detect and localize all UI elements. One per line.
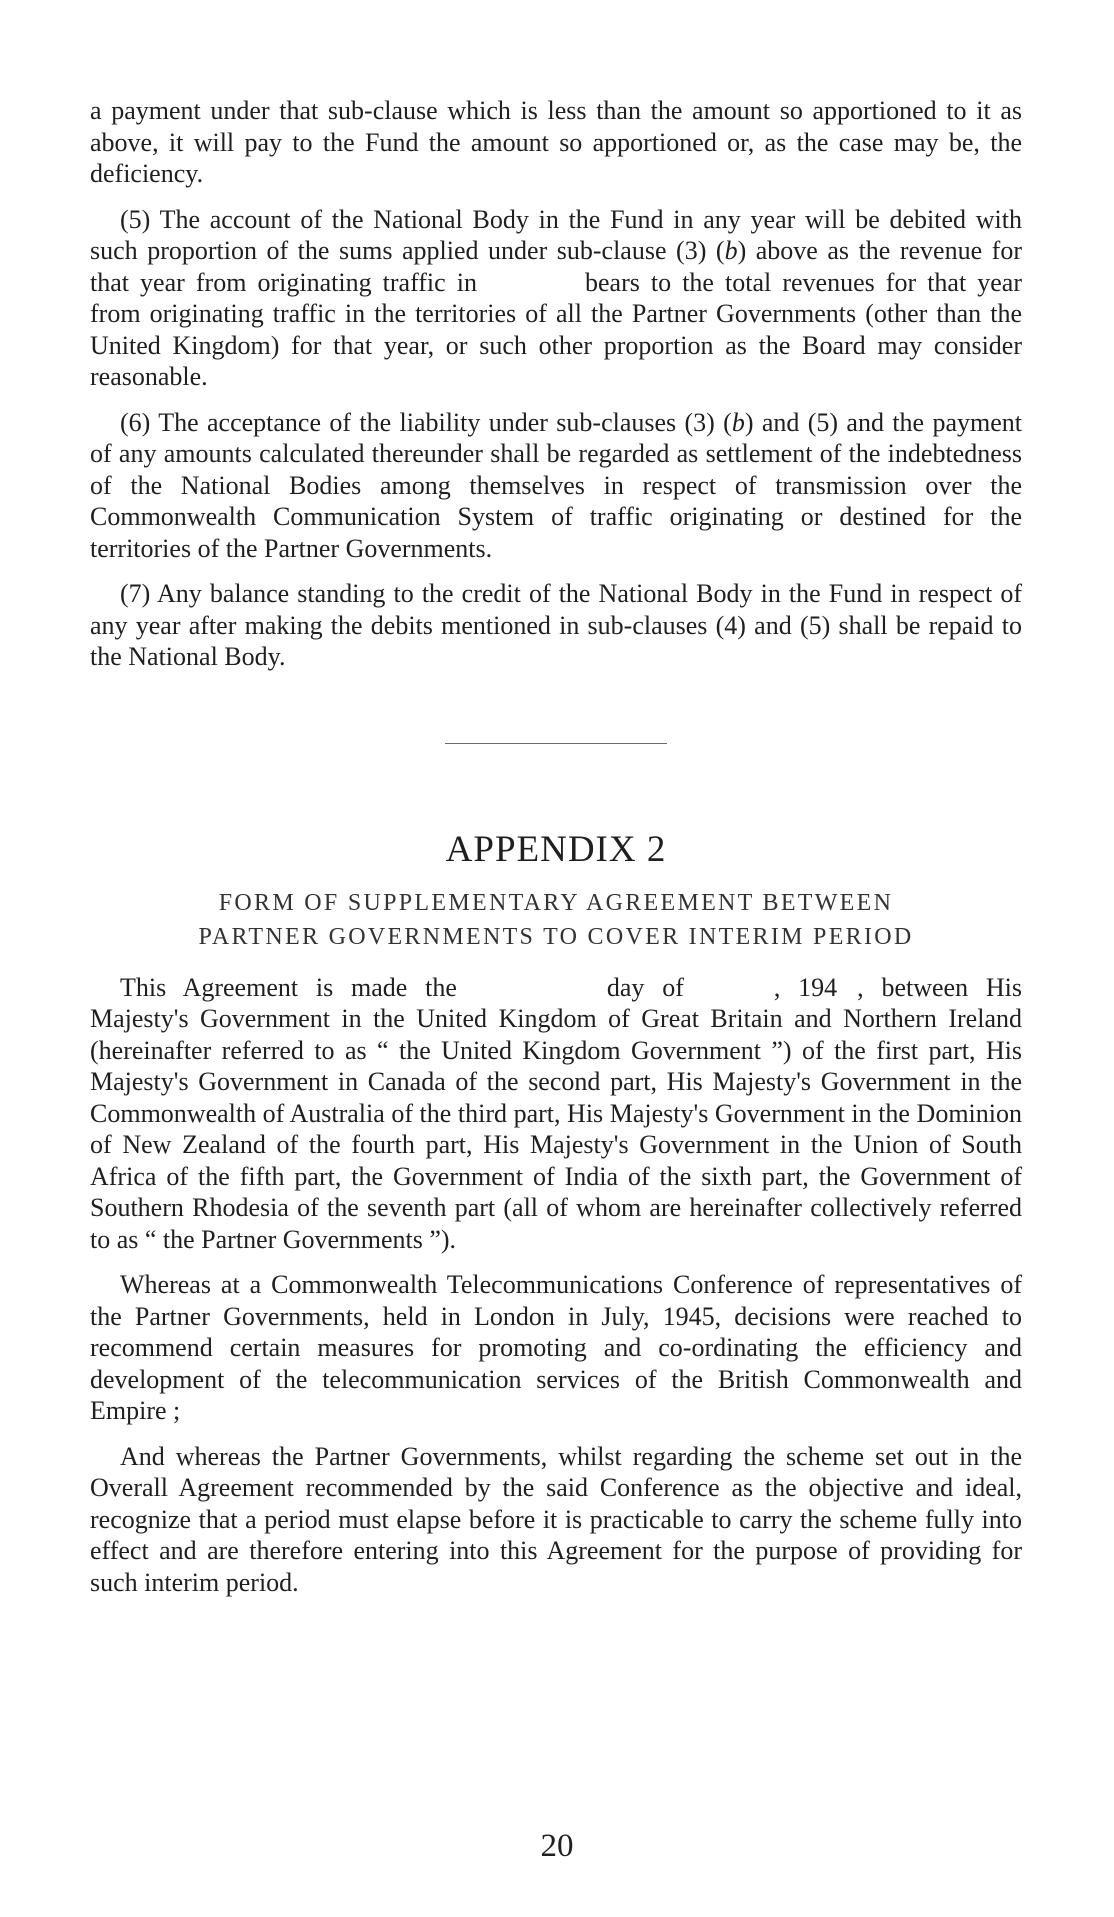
section-divider [445, 743, 667, 744]
page-number: 20 [540, 1828, 574, 1864]
preamble-text-c: , 194 [773, 972, 838, 1002]
document-page [90, 95, 1022, 1598]
clause-6-italic-b: b [731, 407, 745, 437]
subtitle-line-1: FORM OF SUPPLEMENTARY AGREEMENT BETWEEN [218, 889, 894, 916]
clause-6-text-c: ) and (5) and the payment of any amounts calculated thereunder shall be regarded as settlement of the indebtedness of the National Bodies among themselves in respect of transmission over the Commonwealth Communication System of traffic originating or destined for the territories of the Partner Governments. [90, 407, 1022, 563]
agreement-preamble [90, 972, 1022, 1256]
appendix-subtitle [90, 886, 1022, 954]
preamble-text-b: day of [606, 972, 684, 1002]
whereas-paragraph: Whereas at a Commonwealth Telecommunications Conference of representatives of the Partner Governments, held in London in July, 1945, decisions were reached to recommend certain measures for promoting and co-ordinating the efficiency and development of the telecommunication services of the British Commonwealth and Empire ; [90, 1270, 1022, 1425]
clause-5-text-d: bears to the total revenues for that year from originating traffic in the territories of all the Partner Governments (other than the United Kingdom) for that year, or such other proportion as the Board may consider reasonable. [90, 267, 1022, 391]
continued-paragraph-1: a payment under that sub-clause which is less than the amount so apportioned to it as above, it will pay to the Fund the amount so apportioned or, as the case may be, the deficiency. [90, 96, 1022, 188]
clause-5-text-c: ) above as the revenue for that year from originating traffic in [90, 236, 1022, 297]
appendix-title: APPENDIX 2 [445, 828, 667, 870]
clause-5-text-a: (5) The account of the National Body in the Fund in any year will be debited with such proportion of the sums applied under sub-clause (3) ( [90, 204, 1022, 265]
paragraph-clause-7: (7) Any balance standing to the credit of the National Body in the Fund in respect of any year after making the debits mentioned in sub-clauses (4) and (5) shall be repaid to the National Body. [90, 579, 1022, 671]
and-whereas-paragraph: And whereas the Partner Governments, whilst regarding the scheme set out in the Overall Agreement recommended by the said Conference as the objective and ideal, recognize that a period must elapse before it is practicable to carry the scheme fully into effect and are therefore entering into this Agreement for the purpose of providing for such interim period. [90, 1441, 1022, 1597]
paragraph-clause-5 [90, 204, 1022, 393]
preamble-text-d: , between His Majesty's Government in the United Kingdom of Great Britain and Northern Ireland (hereinafter referred to as “ the United Kingdom Government ”) of the first part, His Majesty's Government in Canada of the second part, His Majesty's Government in the Commonwealth of Australia of the third part, His Majesty's Government in the Dominion of New Zealand of the fourth part, His Majesty's Government in the Union of South Africa of the fifth part, the Government of India of the sixth part, the Government of Southern Rhodesia of the seventh part (all of whom are hereinafter collectively referred to as “ the Partner Governments ”). [90, 972, 1022, 1254]
subtitle-line-2: PARTNER GOVERNMENTS TO COVER INTERIM PERIOD [198, 923, 914, 950]
paragraph-clause-6 [90, 407, 1022, 565]
clause-5-italic-b: b [724, 236, 738, 265]
clause-6-text-a: (6) The acceptance of the liability under sub-clauses (3) ( [120, 407, 732, 437]
preamble-text-a: This Agreement is made the [120, 972, 457, 1002]
